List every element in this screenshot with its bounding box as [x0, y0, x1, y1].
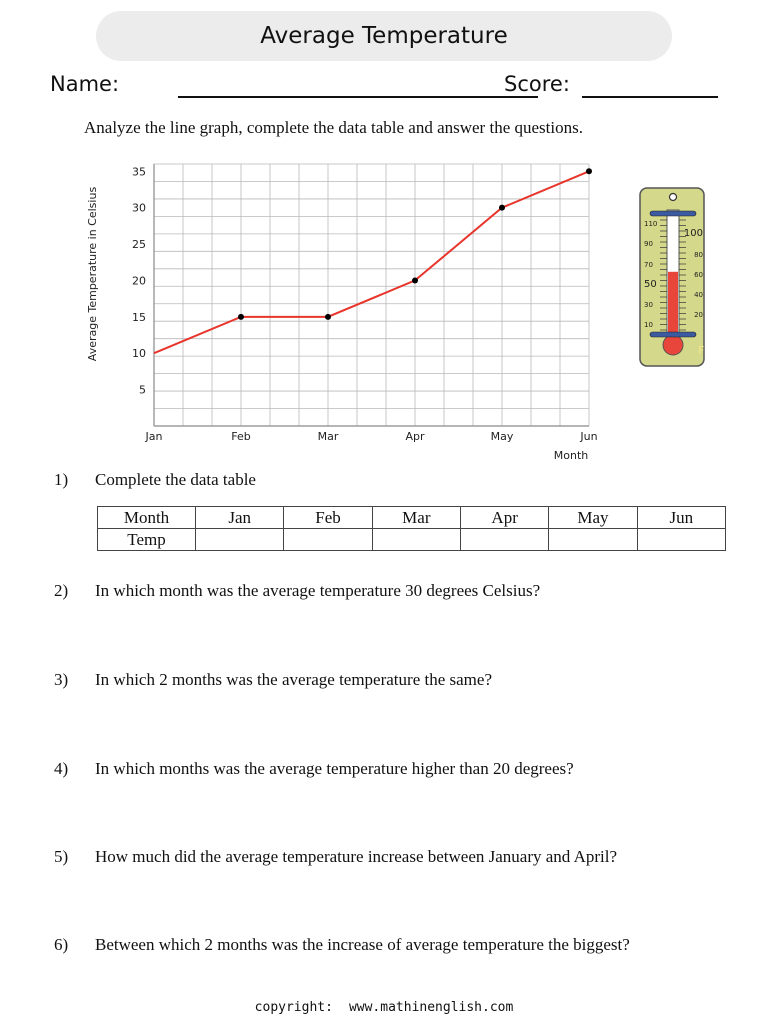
- score-label: Score:: [504, 72, 570, 96]
- y-axis-label: Average Temperature in Celsius: [86, 186, 99, 362]
- table-temp-blank[interactable]: [549, 529, 637, 551]
- table-row-header: Month: [98, 507, 196, 529]
- x-tick-label: Feb: [231, 430, 251, 443]
- x-axis-ticks: [145, 430, 598, 443]
- x-tick-label: May: [490, 430, 514, 443]
- y-tick-label: 35: [132, 165, 146, 179]
- y-tick-label: 30: [132, 201, 146, 215]
- y-tick-label: 5: [139, 383, 146, 397]
- thermometer-f-label: 110: [644, 220, 658, 228]
- question-text: Complete the data table: [95, 470, 256, 489]
- data-point: [499, 205, 505, 211]
- table-month-cell: Jan: [196, 507, 284, 529]
- x-tick-label: Mar: [317, 430, 339, 443]
- table-month-cell: Apr: [460, 507, 548, 529]
- name-score-row: [50, 70, 730, 102]
- y-tick-label: 10: [132, 347, 146, 361]
- question-number: 4): [54, 759, 69, 778]
- question-text: Between which 2 months was the increase of average temperature the biggest?: [95, 935, 630, 954]
- score-blank-line[interactable]: [582, 96, 718, 98]
- x-tick-label: Jun: [580, 430, 598, 443]
- name-label: Name:: [50, 72, 120, 96]
- copyright-label: copyright:: [254, 1000, 333, 1015]
- question-number: 6): [54, 935, 69, 954]
- data-point: [586, 168, 592, 174]
- temperature-line-chart: [82, 158, 642, 468]
- worksheet-title: Average Temperature: [260, 23, 508, 49]
- thermometer-f-label: 30: [644, 301, 653, 309]
- table-row-header: Temp: [98, 529, 196, 551]
- y-tick-label: 20: [132, 274, 146, 288]
- thermometer-c-label: 20: [694, 311, 703, 319]
- y-tick-label: 15: [132, 310, 146, 324]
- question-number: 5): [54, 847, 69, 866]
- chart-series: [154, 168, 592, 353]
- table-temp-blank[interactable]: [460, 529, 548, 551]
- question-number: 2): [54, 581, 69, 600]
- thermometer-f-label: 90: [644, 240, 653, 248]
- question-text: In which 2 months was the average temperature the same?: [95, 670, 492, 689]
- worksheet-title-banner: [96, 11, 672, 61]
- question-number: 1): [54, 470, 69, 489]
- thermometer-f-label: 70: [644, 261, 653, 269]
- data-point: [412, 277, 418, 283]
- x-axis-label: Month: [553, 449, 589, 462]
- table-month-cell: Mar: [372, 507, 460, 529]
- thermometer-c-label: 40: [694, 291, 703, 299]
- question-text: In which months was the average temperature higher than 20 degrees?: [95, 759, 574, 778]
- table-month-cell: Jun: [637, 507, 725, 529]
- x-tick-label: Apr: [405, 430, 425, 443]
- instructions-text: Analyze the line graph, complete the data table and answer the questions.: [84, 118, 583, 137]
- thermometer-unit-label: F: [698, 344, 705, 357]
- data-table: [97, 506, 726, 551]
- thermometer-c-label: 60: [694, 271, 703, 279]
- data-point: [325, 314, 331, 320]
- table-temp-blank[interactable]: [196, 529, 284, 551]
- copyright-footer: [0, 1000, 768, 1015]
- thermometer-f-label: 50: [644, 279, 657, 290]
- name-blank-line[interactable]: [178, 96, 538, 98]
- question-text: How much did the average temperature increase between January and April?: [95, 847, 618, 866]
- question-number: 3): [54, 670, 69, 689]
- table-temp-blank[interactable]: [372, 529, 460, 551]
- thermometer-icon: [636, 186, 708, 368]
- thermometer-c-label: 80: [694, 251, 703, 259]
- question-text: In which month was the average temperature 30 degrees Celsius?: [95, 581, 541, 600]
- table-month-cell: Feb: [284, 507, 372, 529]
- thermometer-c-label: 100: [683, 228, 703, 239]
- table-row-temp: [98, 529, 726, 551]
- table-temp-blank[interactable]: [284, 529, 372, 551]
- chart-grid: [154, 164, 589, 426]
- website-link[interactable]: www.mathinenglish.com: [348, 1000, 514, 1015]
- y-tick-label: 25: [132, 238, 146, 252]
- y-axis-ticks: [132, 165, 146, 396]
- table-row-month: [98, 507, 726, 529]
- x-tick-label: Jan: [145, 430, 163, 443]
- table-temp-blank[interactable]: [637, 529, 725, 551]
- data-point: [238, 314, 244, 320]
- table-month-cell: May: [549, 507, 637, 529]
- thermometer-f-label: 10: [644, 321, 653, 329]
